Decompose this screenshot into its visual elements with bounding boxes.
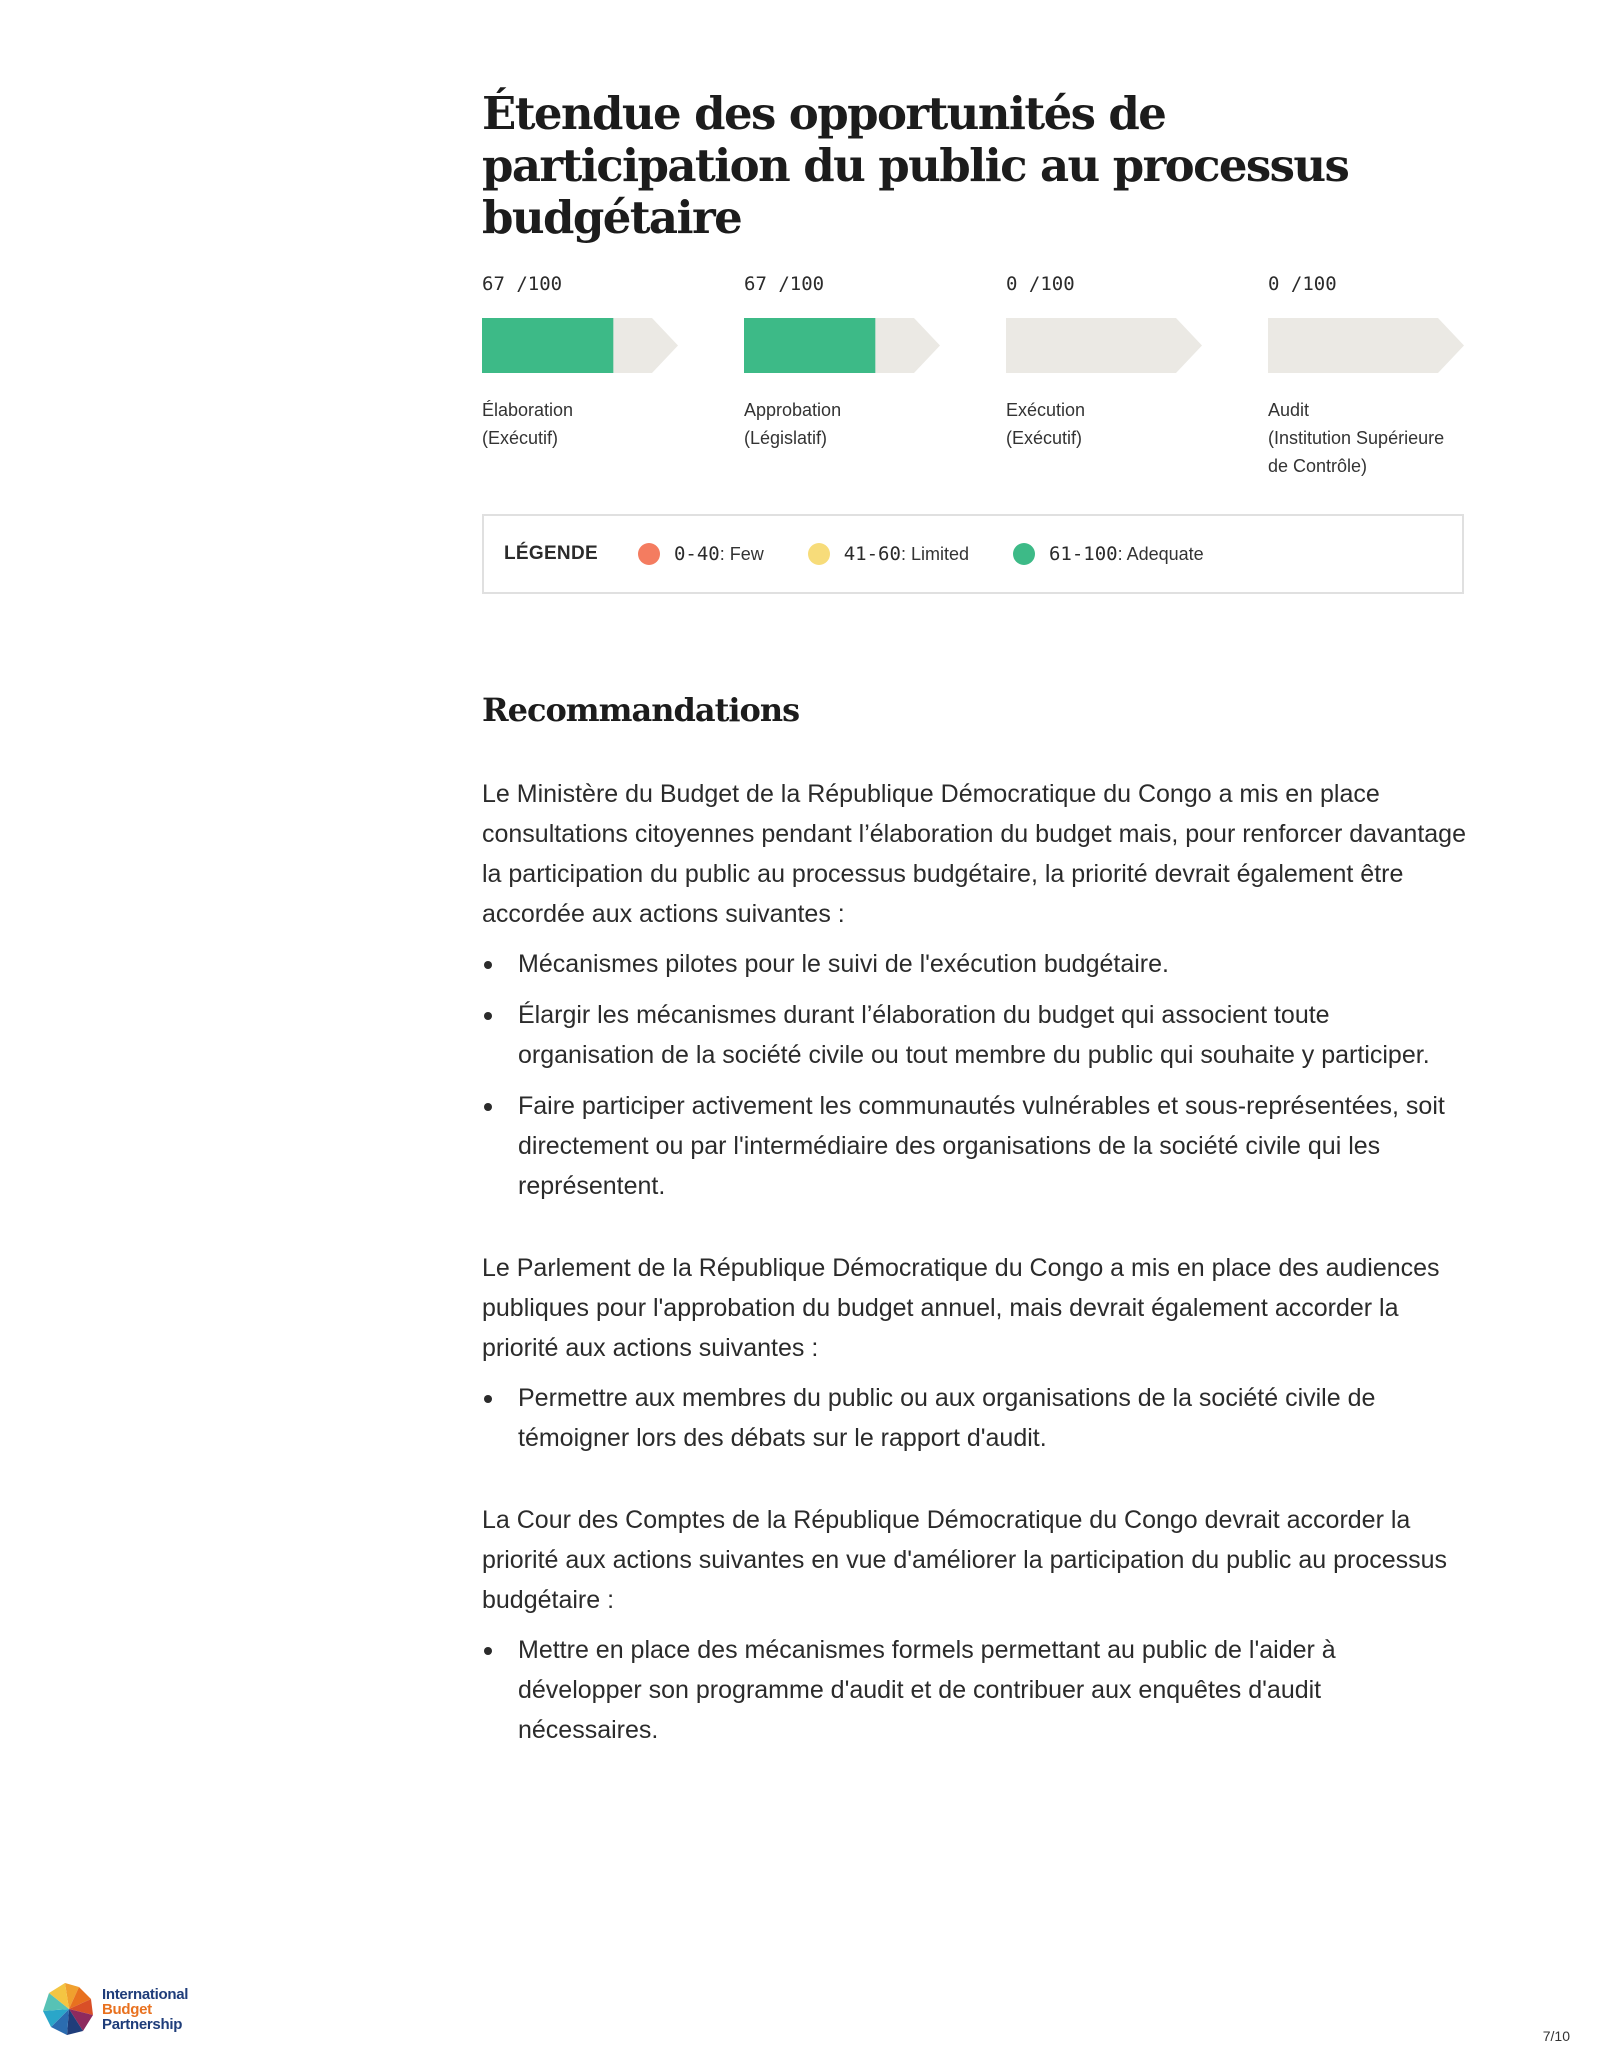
- legend-item-few: [638, 543, 764, 565]
- stage-progress-arrow: [482, 318, 678, 373]
- stage-execution: [1006, 272, 1246, 452]
- logo-word: Partnership: [102, 2015, 183, 2033]
- legend-title: LÉGENDE: [504, 543, 598, 564]
- legend-text: : Adequate: [1117, 543, 1204, 564]
- progress-arrow-graphic: [744, 318, 940, 373]
- stage-label-line: Audit: [1268, 400, 1310, 420]
- legend-range: 0-40: [673, 543, 720, 565]
- stage-label: [482, 396, 722, 452]
- stage-progress-arrow: [1268, 318, 1464, 373]
- legend-text: : Few: [719, 543, 764, 564]
- logo-wordmark: [102, 1987, 188, 2032]
- stage-label-line: (Institution Supérieure: [1268, 428, 1445, 448]
- stage-label-line: (Exécutif): [482, 428, 559, 448]
- stage-progress-arrow: [1006, 318, 1202, 373]
- stage-score: 0 /100: [1006, 273, 1075, 295]
- few-dot-icon: [638, 543, 660, 565]
- legend-box: [482, 514, 1464, 594]
- recommendations-heading: Recommandations: [482, 691, 800, 729]
- stage-label-line: Approbation: [744, 400, 842, 420]
- stage-label-line: (Exécutif): [1006, 428, 1083, 448]
- stage-label-line: Élaboration: [482, 400, 574, 420]
- stage-label: [1006, 396, 1246, 452]
- adequate-dot-icon: [1013, 543, 1035, 565]
- bullet-list: [482, 944, 1466, 1206]
- stage-scores: [482, 272, 1466, 498]
- recommendations-body: [482, 774, 1466, 1750]
- bullet-list: [482, 1630, 1466, 1750]
- stage-score: 67 /100: [744, 273, 825, 295]
- stage-label-line: Exécution: [1006, 400, 1086, 420]
- list-item: Faire participer activement les communautés vulnérables et sous-représentées, soit directement ou par l'intermédiaire des organisations de la société civile qui les représentent.: [482, 1086, 1466, 1206]
- legend-text: : Limited: [900, 543, 969, 564]
- stage-approbation: [744, 272, 984, 452]
- stage-label-line: (Législatif): [744, 428, 828, 448]
- stage-audit: [1268, 272, 1508, 480]
- stage-elaboration: [482, 272, 722, 452]
- list-item: Mettre en place des mécanismes formels permettant au public de l'aider à développer son programme d'audit et de contribuer aux enquêtes d'audit nécessaires.: [482, 1630, 1466, 1750]
- main-content: [482, 88, 1466, 1761]
- page-number: 7/10: [1542, 2028, 1570, 2044]
- logo-word: International: [102, 1985, 189, 2003]
- section-intro: Le Parlement de la République Démocratique du Congo a mis en place des audiences publiques pour l'approbation du budget annuel, mais devrait également accorder la priorité aux actions suivantes :: [482, 1254, 1440, 1362]
- progress-arrow-graphic: [482, 318, 678, 373]
- list-item: Mécanismes pilotes pour le suivi de l'exécution budgétaire.: [482, 944, 1466, 984]
- bullet-list: [482, 1378, 1466, 1458]
- limited-dot-icon: [808, 543, 830, 565]
- legend-range: 41-60: [843, 543, 901, 565]
- section-intro: Le Ministère du Budget de la République Démocratique du Congo a mis en place consultations citoyennes pendant l’élaboration du budget mais, pour renforcer davantage la participation du public au processus budgétaire, la priorité devrait également être accordée aux actions suivantes :: [482, 780, 1466, 928]
- list-item: Élargir les mécanismes durant l’élaboration du budget qui associent toute organisation de la société civile ou tout membre du public qui souhaite y participer.: [482, 995, 1466, 1075]
- stage-score: 67 /100: [482, 273, 563, 295]
- legend-range: 61-100: [1048, 543, 1118, 565]
- stage-label-line: de Contrôle): [1268, 456, 1368, 476]
- progress-arrow-graphic: [1006, 318, 1202, 373]
- ibp-logo: [38, 1978, 188, 2040]
- stage-progress-arrow: [744, 318, 940, 373]
- legend-item-adequate: [1013, 543, 1204, 565]
- legend-item-limited: [808, 543, 969, 565]
- stage-label: [1268, 396, 1508, 480]
- list-item: Permettre aux membres du public ou aux organisations de la société civile de témoigner lors des débats sur le rapport d'audit.: [482, 1378, 1466, 1458]
- progress-arrow-graphic: [1268, 318, 1464, 373]
- stage-label: [744, 396, 984, 452]
- pinwheel-logo-icon: [38, 1978, 100, 2040]
- stage-score: 0 /100: [1268, 273, 1337, 295]
- section-intro: La Cour des Comptes de la République Démocratique du Congo devrait accorder la priorité aux actions suivantes en vue d'améliorer la participation du public au processus budgétaire :: [482, 1506, 1448, 1614]
- page-title: Étendue des opportunités de participation du public au processus budgétaire: [482, 87, 1349, 244]
- logo-word: Budget: [102, 2000, 152, 2018]
